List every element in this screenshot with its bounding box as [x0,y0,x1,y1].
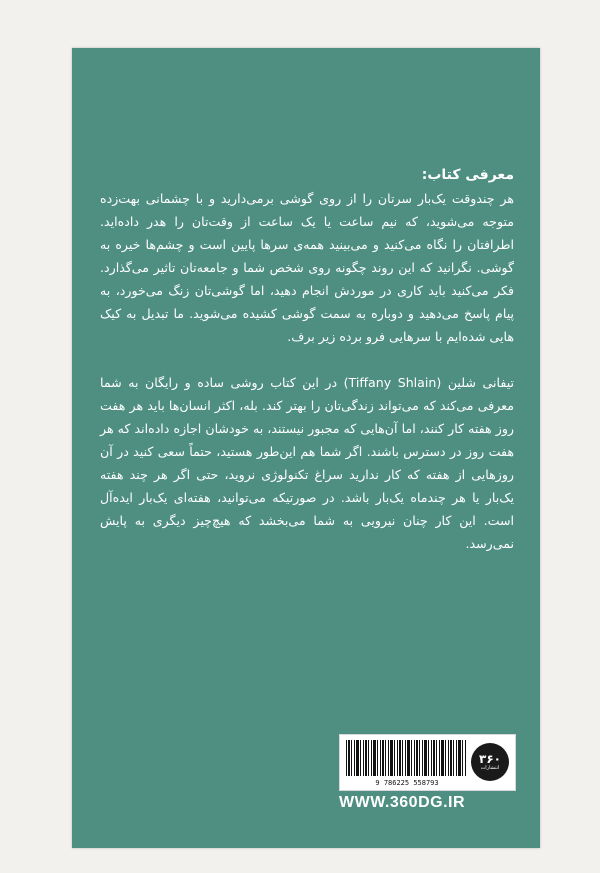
publisher-logo [471,743,509,781]
description-paragraph-2: تیفانی شلین (Tiffany Shlain) در این کتاب روشی ساده و رایگان به شما معرفی می‌کند که می‌تواند زندگی‌تان را بهتر کند. بله، اکثر انسان‌ها باید هر هفت روز هفته کار کنند، اما آن‌هایی که مجبور نیستند، به خودشان اجازه داده‌اند که هر هفت روز در دسترس باشند. اگر شما هم این‌طور هستید، حتماً سعی کنید در آن روزهایی از هفته که کار ندارید سراغ تکنولوژی نروید، حتی اگر هر چند هفته یک‌بار یا هر چندماه یک‌بار باشد. در صورتیکه می‌توانید، هفته‌ای یک‌بار ایده‌آل است. این کار چنان نیرویی به شما می‌بخشد که هیچ‌چیز دیگری به پایش نمی‌رسد. [100,375,515,551]
description-paragraph-1: هر چندوقت یک‌بار سرتان را از روی گوشی برمی‌دارید و با چشمانی بهت‌زده متوجه می‌شوید، که نیم ساعت یا یک ساعت از وقت‌تان را هدر داده‌اید. اطرافتان را نگاه می‌کنید و می‌بینید همه‌ی سرها پایین است و چشم‌ها خیره به گوشی. نگرانید که این روند چگونه روی شخص شما و جامعه‌تان تاثیر می‌گذارد. فکر می‌کنید باید کاری در موردش انجام دهید، اما گوشی‌تان زنگ می‌خورد، به پیام پاسخ می‌دهید و دوباره به سمت گوشی کشیده می‌شوید. ما تبدیل به کیک هایی شده‌ایم با سرهایی فرو برده زیر برف. [100,191,514,344]
description-heading: معرفی کتاب: [421,167,514,183]
publisher-logo-sub: انتشارات [480,765,500,771]
cover-footer [339,734,516,812]
publisher-website: WWW.360DG.IR [339,794,466,811]
back-cover [72,48,540,848]
publisher-logo-mark: ۳۶۰ [479,752,501,766]
isbn-number: 9 786225 558793 [375,779,439,787]
barcode-label [339,734,516,791]
book-description [100,164,514,555]
barcode-icon [346,740,466,776]
